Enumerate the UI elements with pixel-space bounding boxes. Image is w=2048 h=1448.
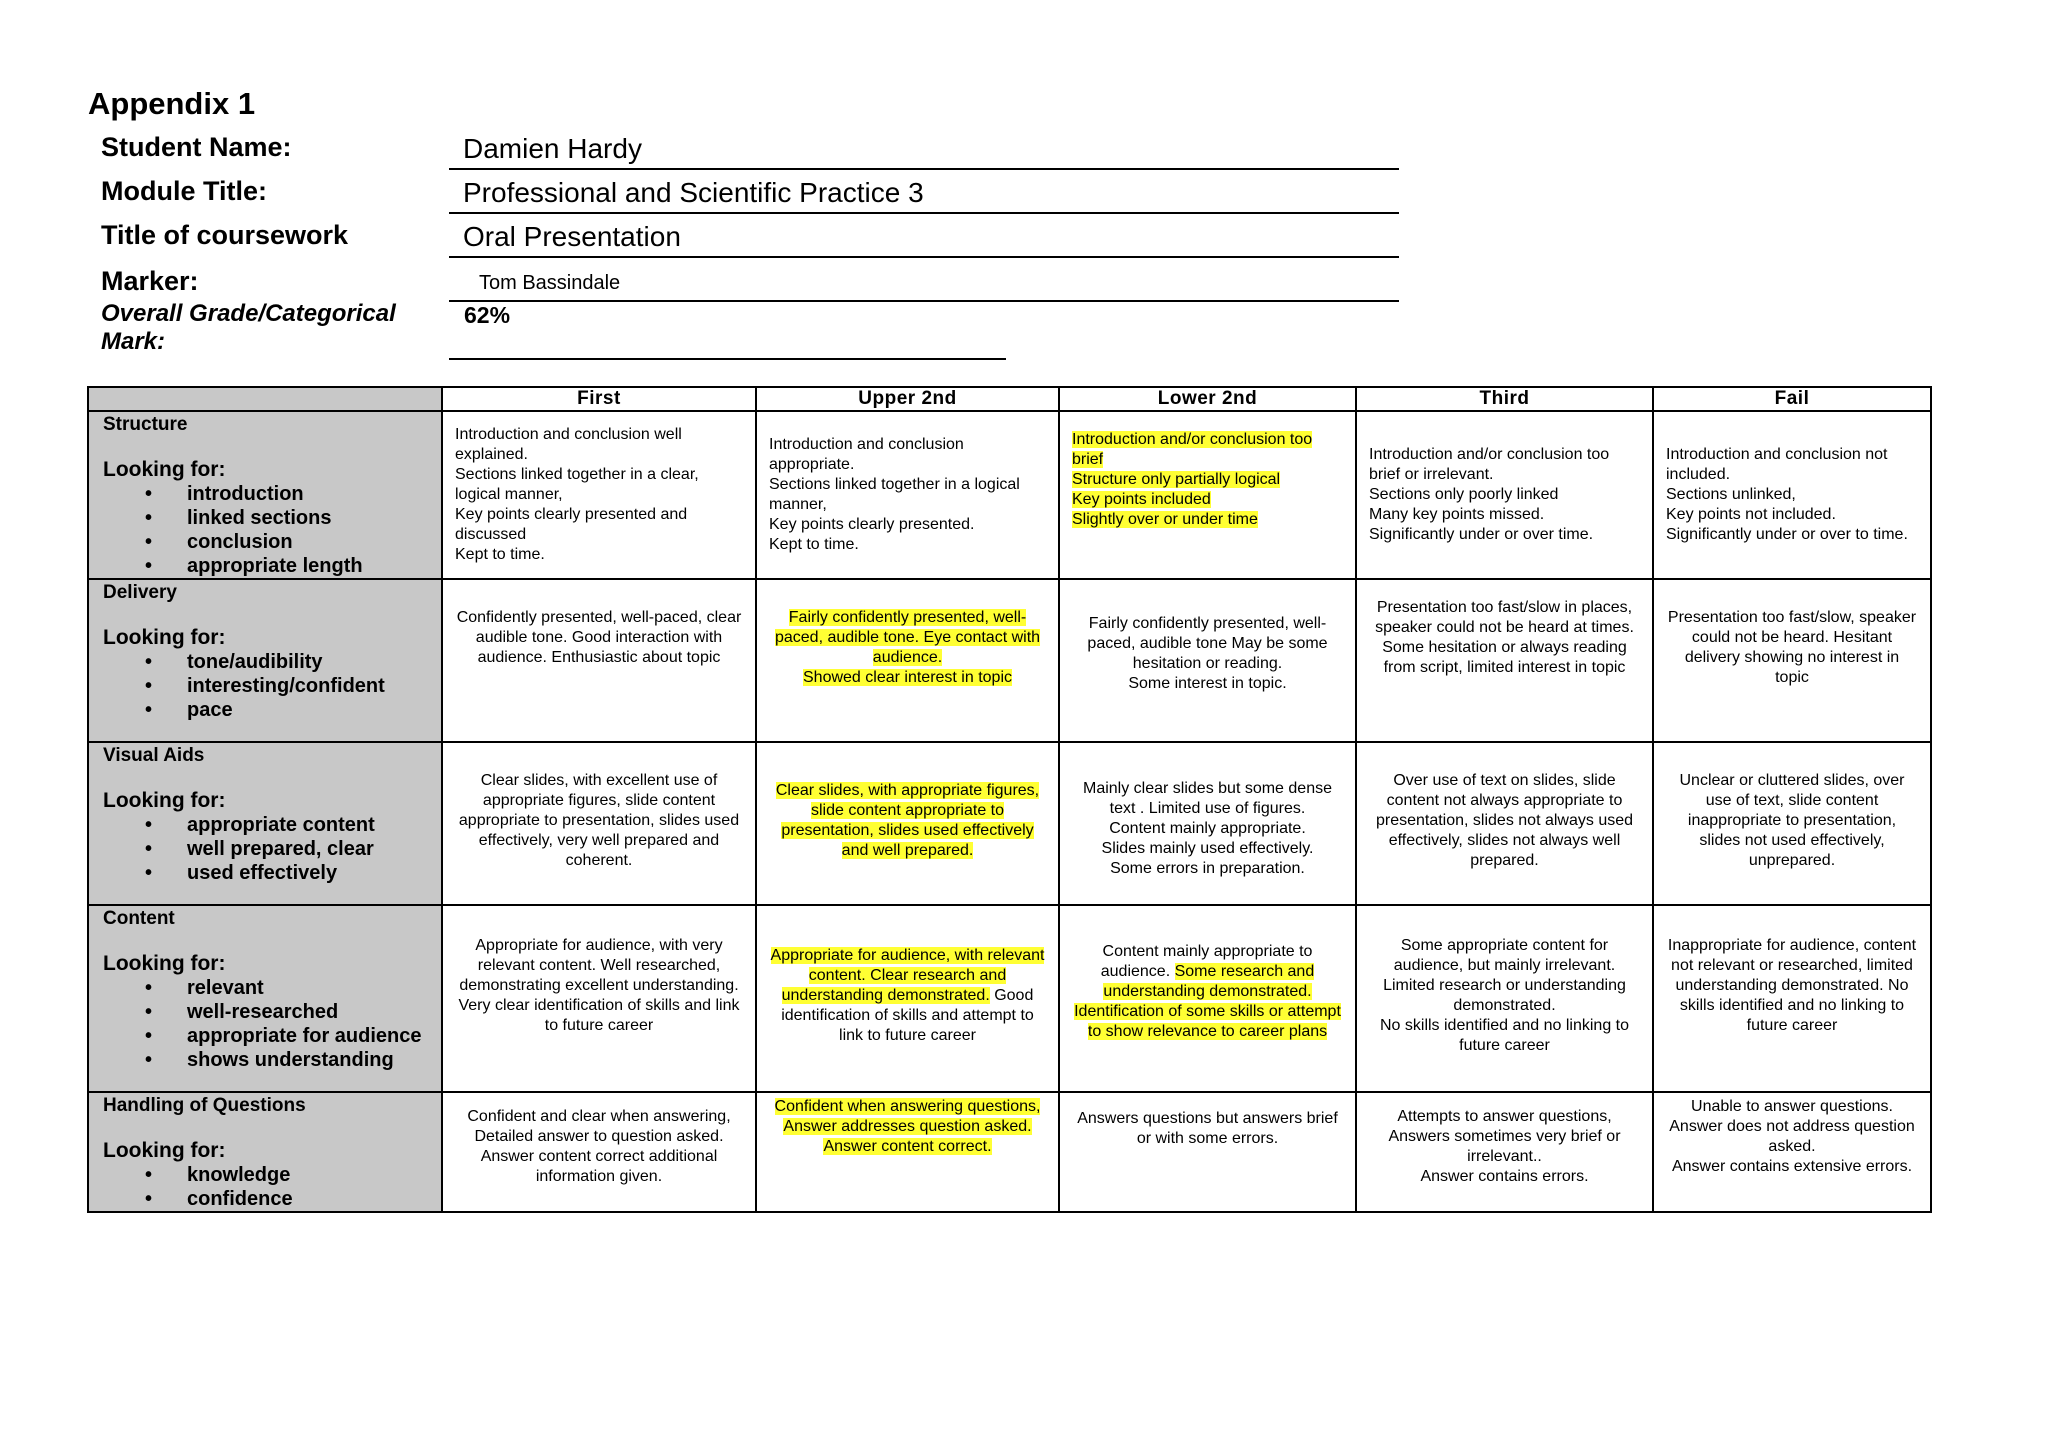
structure-fail-cell [1653,411,1931,579]
rubric-header-row [88,387,1931,411]
highlighted-descriptor: Clear slides, with appropriate figures, slide content appropriate to presentation, slides used effectively and well prepared. [775,782,1040,859]
criterion-item: • well-researched [187,1000,435,1024]
column-header-upper-2nd: Upper 2nd [756,387,1059,411]
descriptor-line: Kept to time. [455,546,545,563]
student-name-field [449,130,1399,170]
criterion-title: Content [103,908,175,929]
descriptor-line: Mainly clear slides but some dense text . Limited use of figures. [1082,780,1332,817]
descriptor-line: Answer contains extensive errors. [1671,1158,1913,1175]
student-name-value: Damien Hardy [463,133,642,164]
criterion-item: • introduction [187,482,435,506]
criterion-title: Handling of Questions [103,1095,306,1116]
marker-value: Tom Bassindale [479,272,621,294]
criterion-item: • relevant [187,976,435,1000]
content-fail-cell [1653,905,1931,1092]
descriptor-line: Many key points missed. [1369,506,1545,523]
questions-third-cell [1356,1092,1653,1212]
descriptor-line: Sections unlinked, [1666,486,1796,503]
descriptor-line: Kept to time. [769,536,859,553]
criterion-item: • well prepared, clear [187,837,435,861]
highlighted-descriptor: Showed clear interest in topic [803,669,1012,686]
marker-label: Marker: [101,266,199,296]
criterion-item: • interesting/confident [187,674,435,698]
descriptor-line: Attempts to answer questions, Answers sometimes very brief or irrelevant.. [1388,1108,1621,1165]
descriptor-line: Some errors in preparation. [1110,860,1305,877]
looking-for-label: Looking for: [103,1139,226,1162]
descriptor-line: Presentation too fast/slow, speaker could not be heard. Hesitant delivery showing no interest in topic [1667,609,1917,686]
student-name-label: Student Name: [101,132,292,162]
descriptor-line: Answer contains errors. [1420,1168,1589,1185]
highlighted-descriptor: Confident when answering questions, [774,1098,1041,1115]
highlighted-descriptor: Some research and understanding demonstrated. Identification of some skills or attempt to show relevance to career plans [1074,963,1341,1040]
criterion-title: Delivery [103,582,177,603]
rubric-row-handling-of-questions [88,1092,1931,1212]
column-header-fail: Fail [1653,387,1931,411]
visual-aids-third-cell [1356,742,1653,905]
criterion-handling-of-questions [88,1092,442,1212]
rubric-corner-cell [88,387,442,411]
criterion-item: • tone/audibility [187,650,435,674]
visual-aids-lower-2nd-cell [1059,742,1356,905]
structure-first-cell [442,411,756,579]
descriptor-line: Appropriate for audience, with very relevant content. Well researched, demonstrating excellent understanding. Very clear identification of skills and link to future career [458,937,740,1034]
highlighted-descriptor: Appropriate for audience, with relevant content. Clear research and understanding demonstrated. [770,947,1045,1004]
descriptor-line: Unclear or cluttered slides, over use of text, slide content inappropriate to presentation, slides not used effectively, unprepared. [1679,772,1905,869]
criterion-item: • knowledge [187,1163,435,1187]
rubric-row-content [88,905,1931,1092]
coursework-label: Title of coursework [101,220,349,250]
descriptor-line: Inappropriate for audience, content not relevant or researched, limited understanding demonstrated. No skills identified and no linking to future career [1667,937,1917,1034]
descriptor-line: Unable to answer questions. [1691,1098,1893,1115]
criterion-content [88,905,442,1092]
delivery-first-cell [442,579,756,742]
structure-upper-2nd-cell [756,411,1059,579]
descriptor-line: Introduction and conclusion well explained. [455,426,682,463]
criterion-item: • used effectively [187,861,435,885]
delivery-fail-cell [1653,579,1931,742]
descriptor-line: Answers questions but answers brief or with some errors. [1077,1110,1338,1147]
column-header-lower-2nd: Lower 2nd [1059,387,1356,411]
descriptor-line: Answer does not address question asked. [1669,1118,1915,1155]
descriptor-line: Sections linked together in a clear, logical manner, [455,466,699,503]
descriptor-line: Over use of text on slides, slide content not always appropriate to presentation, slides not always used effectively, slides not always well prepared. [1375,772,1634,869]
questions-first-cell [442,1092,756,1212]
visual-aids-upper-2nd-cell [756,742,1059,905]
grade-underline [449,358,1006,360]
criterion-item: • pace [187,698,435,722]
highlighted-descriptor: Slightly over or under time [1072,511,1258,528]
descriptor-line: Introduction and conclusion appropriate. [769,436,964,473]
content-upper-2nd-cell [756,905,1059,1092]
marking-rubric-table [87,386,1932,1213]
looking-for-label: Looking for: [103,458,226,481]
descriptor-line: Clear slides, with excellent use of appropriate figures, slide content appropriate to presentation, slides used effectively, very well prepared and coherent. [458,772,740,869]
delivery-lower-2nd-cell [1059,579,1356,742]
descriptor-line: Some interest in topic. [1128,675,1287,692]
descriptor-line: Some appropriate content for audience, but mainly irrelevant. Limited research or understanding demonstrated. [1383,937,1626,1014]
criterion-visual-aids [88,742,442,905]
criterion-list [103,650,435,722]
descriptor-line: Significantly under or over to time. [1666,526,1908,543]
visual-aids-fail-cell [1653,742,1931,905]
descriptor-line: Key points clearly presented and discussed [455,506,688,543]
descriptor-line: Presentation too fast/slow in places, speaker could not be heard at times. Some hesitation or always reading from script, limited interest in topic [1375,599,1634,676]
questions-upper-2nd-cell [756,1092,1059,1212]
highlighted-descriptor: Introduction and/or conclusion too brief [1072,431,1313,468]
criterion-title: Structure [103,414,188,435]
content-lower-2nd-cell [1059,905,1356,1092]
descriptor-line: Confident and clear when answering, Detailed answer to question asked. Answer content correct additional information given. [467,1108,731,1185]
questions-lower-2nd-cell [1059,1092,1356,1212]
highlighted-descriptor: Answer content correct. [823,1138,992,1155]
criterion-list [103,482,435,578]
descriptor-line: Key points not included. [1666,506,1836,523]
criterion-list [103,976,435,1072]
highlighted-descriptor: Answer addresses question asked. [783,1118,1032,1135]
descriptor-line: Slides mainly used effectively. [1101,840,1314,857]
looking-for-label: Looking for: [103,626,226,649]
criterion-list [103,1163,435,1211]
descriptor-line: Key points clearly presented. [769,516,975,533]
criterion-list [103,813,435,885]
highlighted-descriptor: Structure only partially logical [1072,471,1281,488]
column-header-first: First [442,387,756,411]
criterion-item: • appropriate for audience [187,1024,435,1048]
descriptor-line: Fairly confidently presented, well-paced, audible tone May be some hesitation or reading. [1087,615,1328,672]
column-header-third: Third [1356,387,1653,411]
criterion-item: • conclusion [187,530,435,554]
grade-label: Overall Grade/Categorical Mark: [101,300,396,355]
criterion-structure [88,411,442,579]
looking-for-label: Looking for: [103,789,226,812]
structure-lower-2nd-cell [1059,411,1356,579]
criterion-item: • shows understanding [187,1048,435,1072]
criterion-item: • linked sections [187,506,435,530]
descriptor-line: Introduction and conclusion not included. [1666,446,1888,483]
descriptor-line: No skills identified and no linking to future career [1379,1017,1630,1054]
descriptor-line: Confidently presented, well-paced, clear audible tone. Good interaction with audience. Enthusiastic about topic [456,609,742,666]
criterion-item: • appropriate length [187,554,435,578]
rubric-row-delivery [88,579,1931,742]
criterion-item: • appropriate content [187,813,435,837]
content-first-cell [442,905,756,1092]
module-title-field [449,174,1399,214]
visual-aids-first-cell [442,742,756,905]
module-title-value: Professional and Scientific Practice 3 [463,177,924,208]
marker-field [449,266,1399,302]
descriptor-line: Significantly under or over time. [1369,526,1594,543]
appendix-title: Appendix 1 [88,86,256,121]
descriptor-line: Introduction and/or conclusion too brief or irrelevant. [1369,446,1610,483]
rubric-row-visual-aids [88,742,1931,905]
descriptor-line: Sections linked together in a logical manner, [769,476,1020,513]
delivery-upper-2nd-cell [756,579,1059,742]
rubric-row-structure [88,411,1931,579]
module-title-label: Module Title: [101,176,267,206]
descriptor-text: Good identification of skills and attempt to link to future career [781,987,1034,1044]
criterion-delivery [88,579,442,742]
highlighted-descriptor: Key points included [1072,491,1211,508]
highlighted-descriptor: Fairly confidently presented, well-paced, audible tone. Eye contact with audience. [774,609,1041,666]
delivery-third-cell [1356,579,1653,742]
descriptor-text: Content mainly appropriate to audience. [1100,943,1313,980]
criterion-item: • confidence [187,1187,435,1211]
looking-for-label: Looking for: [103,952,226,975]
criterion-title: Visual Aids [103,745,205,766]
coursework-value: Oral Presentation [463,221,681,252]
content-third-cell [1356,905,1653,1092]
questions-fail-cell [1653,1092,1931,1212]
coursework-field [449,218,1399,258]
structure-third-cell [1356,411,1653,579]
grade-value: 62% [464,302,511,328]
descriptor-line: Content mainly appropriate. [1109,820,1306,837]
descriptor-line: Sections only poorly linked [1369,486,1559,503]
